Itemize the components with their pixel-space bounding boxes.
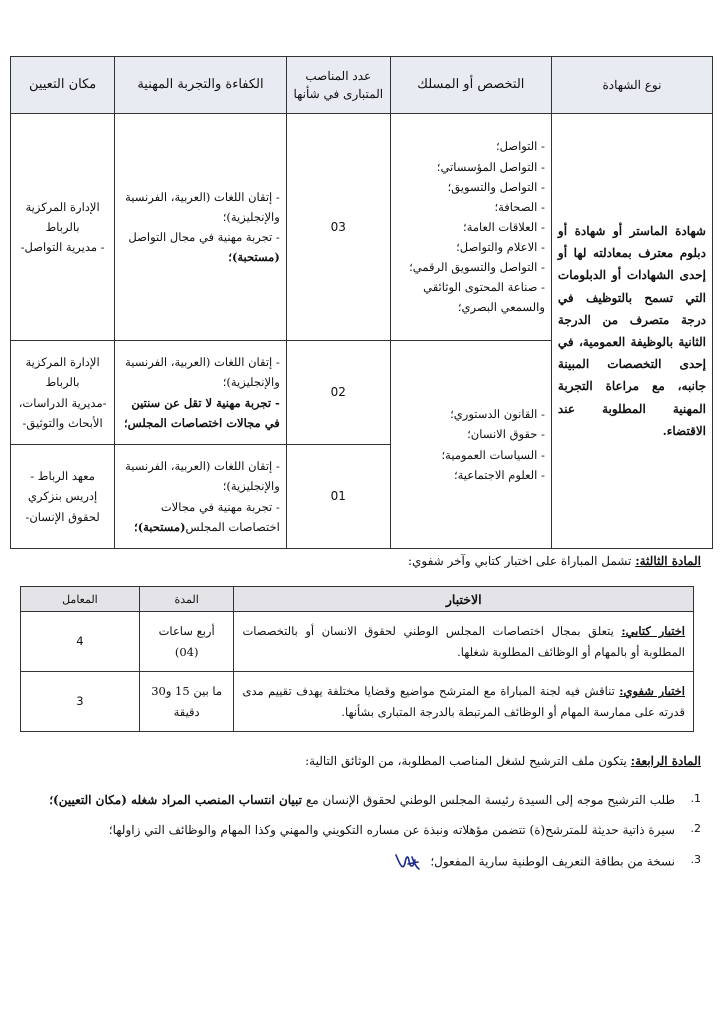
article-4-label: المادة الرابعة: (630, 754, 701, 768)
list-item (21, 790, 701, 810)
list-item: - صناعة المحتوى الوثائقي والسمعي البصري؛ (397, 277, 545, 317)
header-duration: المدة (139, 587, 234, 612)
header-competence: الكفاءة والتجربة المهنية (115, 57, 287, 114)
competence-text: تجربة مهنية في مجالات اختصاصات المجلس (160, 499, 280, 534)
competence-text: تجربة مهنية في مجال التواصل (128, 230, 273, 244)
list-item: - إتقان اللغات (العربية، الفرنسية والإنجليزية)؛ (121, 187, 280, 227)
exam-label: اختبار كتابي: (621, 624, 686, 639)
article-4 (305, 752, 701, 771)
exam-label: اختبار شفوي: (619, 684, 685, 699)
duration-line: (04) (174, 644, 199, 659)
duration-line: دقيقة (173, 704, 200, 719)
article-3 (408, 552, 701, 571)
duration-line: ما بين 15 و30 (151, 684, 223, 699)
item-number: 1. (690, 792, 701, 805)
place-line: - مديرية التواصل- (20, 240, 105, 255)
list-item: - القانون الدستوري؛ (397, 404, 545, 424)
positions-count: 01 (286, 445, 390, 549)
duration-cell (139, 612, 234, 672)
list-item: - السياسات العمومية؛ (397, 445, 545, 465)
header-specialty: التخصص أو المسلك (390, 57, 551, 114)
certificate-cell: شهادة الماستر أو شهادة أو دبلوم معترف بمعادلته لها أو إحدى الشهادات أو الدبلومات التي تسمح بالتوظيف في درجة متصرف من الدرجة الثانية بالوظيفة العمومية، في إحدى التخصصات المبينة جانبه، مع مراعاة التجربة المهنية المطلوبة عند الاقتضاء. (551, 114, 712, 549)
list-item (121, 227, 280, 267)
item-text: سيرة ذاتية حديثة للمترشح(ة) تتضمن مؤهلاته ونبذة عن مساره التكويني والمهني وكذا المهام والوظائف التي زاولها؛ (108, 823, 675, 838)
table-row (21, 672, 694, 732)
exam-text: تناقش فيه لجنة المباراة مع المترشح مواضيع وقضايا مختلفة يهدف تقييم مدى قدرته على ممارسة المهام أو الوظائف المرتبطة بالدرجة المتبارى بشأنها. (242, 684, 685, 719)
specialty-cell-1 (390, 114, 551, 341)
competence-cell (115, 114, 287, 341)
list-item: - تجربة مهنية لا تقل عن سنتين في مجالات اختصاصات المجلس؛ (121, 393, 280, 433)
table-header-row (21, 587, 694, 612)
documents-list (21, 790, 701, 883)
list-item: - التواصل والتسويق الرقمي؛ (397, 257, 545, 277)
list-item: - إتقان اللغات (العربية، الفرنسية والإنجليزية)؛ (121, 352, 280, 392)
competence-list (121, 456, 280, 537)
item-number: 2. (690, 822, 701, 836)
duration-line: أربع ساعات (158, 624, 215, 639)
item-number: 3. (690, 852, 701, 866)
initials-signature-icon (394, 851, 420, 873)
article-3-text: تشمل المباراة على اختبار كتابي وآخر شفوي: (407, 554, 632, 568)
coefficient-cell: 4 (21, 612, 140, 672)
header-place: مكان التعيين (11, 57, 115, 114)
exam-cell (234, 612, 694, 672)
competence-list (121, 187, 280, 268)
list-item: - التواصل المؤسساتي؛ (397, 157, 545, 177)
header-positions: عدد المناصب المتبارى في شأنها (286, 57, 390, 114)
header-coefficient: المعامل (21, 587, 140, 612)
list-item: - العلاقات العامة؛ (397, 217, 545, 237)
table-row (11, 114, 713, 341)
list-item: - إتقان اللغات (العربية، الفرنسية والإنجليزية)؛ (121, 456, 280, 496)
optional-label: (مستحبة)؛ (228, 250, 280, 265)
place-line: الإدارة المركزية بالرباط (25, 355, 100, 390)
positions-table (10, 56, 713, 549)
header-exam: الاختبار (234, 587, 694, 612)
duration-cell (139, 672, 234, 732)
optional-label: (مستحبة)؛ (134, 519, 186, 534)
coefficient-cell: 3 (21, 672, 140, 732)
item-text: نسخة من بطاقة التعريف الوطنية سارية المفعول؛ (430, 854, 675, 869)
exams-table (20, 586, 694, 732)
place-cell: معهد الرباط - إدريس بنزكري لحقوق الإنسان- (11, 445, 115, 549)
list-item: - التواصل؛ (397, 136, 545, 156)
exam-cell (234, 672, 694, 732)
article-3-label: المادة الثالثة: (635, 554, 701, 568)
place-line: الإدارة المركزية بالرباط (25, 199, 100, 234)
list-item: - التواصل والتسويق؛ (397, 177, 545, 197)
list-item (21, 851, 701, 873)
list-item (21, 820, 701, 840)
exam-text: يتعلق بمجال اختصاصات المجلس الوطني لحقوق الانسان أو بالتخصصات المطلوبة أو بالمهام أو الوظائف المطلوبة شغلها. (242, 624, 685, 659)
positions-count: 02 (286, 341, 390, 445)
specialty-list-1 (397, 136, 545, 317)
table-row (21, 612, 694, 672)
competence-cell (115, 341, 287, 445)
article-4-text: يتكون ملف الترشيح لشغل المناصب المطلوبة، من الوثائق التالية: (305, 754, 627, 768)
place-cell (11, 341, 115, 445)
table-header-row (11, 57, 713, 114)
header-certificate: نوع الشهادة (551, 57, 712, 114)
place-cell (11, 114, 115, 341)
list-item: - حقوق الانسان؛ (397, 424, 545, 444)
competence-list (121, 352, 280, 433)
list-item: - الاعلام والتواصل؛ (397, 237, 545, 257)
place-line: -مديرية الدراسات، الأبحاث والتوثيق- (18, 395, 107, 430)
item-text: طلب الترشيح موجه إلى السيدة رئيسة المجلس الوطني لحقوق الإنسان مع (305, 793, 675, 807)
specialty-list-2 (397, 404, 545, 485)
item-bold-text: تبيان انتساب المنصب المراد شغله (مكان التعيين)؛ (49, 793, 302, 807)
list-item (121, 497, 280, 537)
positions-count: 03 (286, 114, 390, 341)
list-item: - الصحافة؛ (397, 197, 545, 217)
specialty-cell-2 (390, 341, 551, 549)
competence-cell (115, 445, 287, 549)
list-item: - العلوم الاجتماعية؛ (397, 465, 545, 485)
